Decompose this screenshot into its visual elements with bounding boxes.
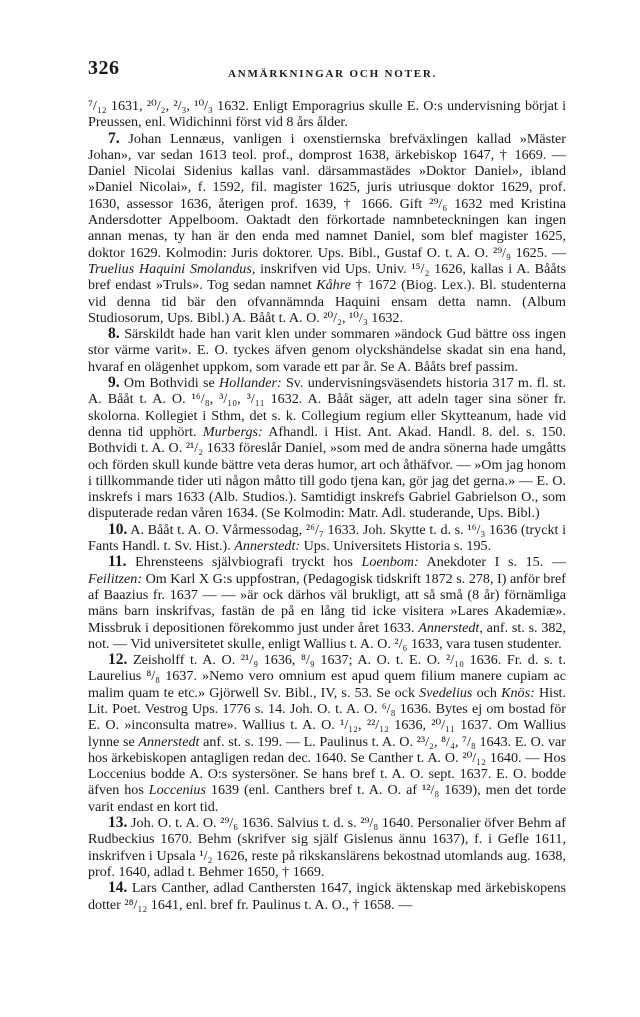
note-italic-text: Svedelius bbox=[419, 684, 473, 701]
page-number: 326 bbox=[88, 57, 120, 79]
note-text: Johan Lennæus, vanligen i oxenstiernska brefväxlingen kallad »Mäster Johan», var sedan 1613 teol. prof., domprost 1638, ärkebiskop 1647, † 1669. — Daniel Nicolai Sidenius kallas vanl. därsammastädes »Doktor Daniel», ibland »Daniel Nicolai», f. 1592, fil. magister 1625, juris utriusque doktor 1629, prof. 1630, assessor 1636, återigen prof. 1639, † 1666. Gift ²⁹/₆ 1632 med Kristina Andersdotter Appelboom. Oaktadt den förkortade namnbeteckningen kan ingen annan menas, ty han är den enda med namnet Daniel, som blef magister 1625, doktor 1629. Kolmodin: Juris doktorer. Ups. Bibl., Gustaf O. t. A. O. ²⁹/₉ 1625. — bbox=[88, 130, 566, 261]
note-number: 11. bbox=[108, 553, 127, 571]
note-italic-text: Loenbom: bbox=[361, 554, 419, 571]
note-9 bbox=[88, 375, 566, 522]
note-italic-text: Annerstedt: bbox=[234, 538, 301, 555]
note-12 bbox=[88, 652, 566, 815]
note-text: Ehrensteens självbiografi tryckt hos bbox=[135, 554, 362, 571]
note-text: Sv. undervisningsväsendets historia 317 m. fl. st. A. Bååt t. A. O. ¹⁶/₈, ³/₁₀, ³/₁₁ 1632. A. Bååt säger, att adeln tager sina söner fr. skolorna. Kollegiet i Sthm, det s. k. Collegium regium eller Skytteanum, hade vid denna tid upphört. bbox=[88, 375, 566, 440]
note-text: ⁷/₁₂ 1631, ²⁰/₂, ²/₃, ¹⁰/₃ 1632. Enligt Emporagrius skulle E. O:s undervisning börjat i Preussen, enl. Widichinni först vid 8 års ålder. bbox=[88, 98, 566, 131]
note-8 bbox=[88, 326, 566, 375]
note-text: Ups. Universitets Historia s. 195. bbox=[300, 538, 492, 555]
note-text: anf. st. s. 382, not. — Vid universitetet skulle, enligt Wallius t. A. O. ²/₆ 1633, vara tusen studenter. bbox=[88, 619, 566, 652]
note-number: 13. bbox=[108, 814, 128, 832]
note-continued bbox=[88, 98, 566, 131]
note-text: A. Bååt t. A. O. Vårmessodag, ²⁶/₇ 1633. Joh. Skytte t. d. s. ¹⁶/₃ 1636 (tryckt i Fants Handl. t. Sv. Hist.). bbox=[88, 521, 567, 555]
note-10 bbox=[88, 522, 566, 555]
note-italic-text: Kåhre bbox=[316, 277, 351, 294]
note-italic-text: Knös: bbox=[501, 684, 535, 701]
note-text: Anekdoter I s. 15. — bbox=[418, 554, 566, 571]
page-header bbox=[88, 57, 566, 88]
note-text: anf. st. s. 199. — L. Paulinus t. A. O. ²³/₂, ⁸/₄, ⁷/₈ 1643. E. O. var hos ärkebiskopen antagligen redan dec. 1640. Se Canther t. A. O. ²⁰/₁₂ 1640. — Hos Loccenius bodde A. O:s systersöner. Se hans bref t. A. O. sept. 1637. E. O. bodde äfven hos bbox=[88, 733, 566, 799]
note-number: 14. bbox=[108, 879, 128, 897]
note-text: Särskildt hade han varit klen under sommaren »ändock Gud bättre oss ingen stor värme varit». E. O. tyckes äfven genom olyckshändelse skadat sin ena hand, hvaraf en olägenhet uppkom, som varade ett par år. Se A. Bååts bref passim. bbox=[88, 326, 566, 375]
note-text: Joh. O. t. A. O. ²⁹/₆ 1636. Salvius t. d. s. ²⁹/₈ 1640. Personalier öfver Behm af Rudbeckius 1670. Behm (skrifver sig själf Gislenus ännu 1637), f. i Gefle 1611, inskrifven i Upsala ¹/₂ 1626, reste på rikskanslärens bekostnad utomlands aug. 1638, prof. 1640, adlad t. Behmer 1650, † 1669. bbox=[88, 815, 566, 880]
note-italic-text: Feilitzen: bbox=[88, 570, 143, 587]
note-italic-text: Loccenius bbox=[148, 782, 206, 799]
note-text: och bbox=[472, 684, 502, 701]
note-text: , inskrifven vid Ups. Univ. ¹⁵/₂ 1626, kallas i A. Bååts bref endast »Truls». Tog sedan namnet bbox=[88, 260, 566, 294]
note-italic-text: Annerstedt bbox=[138, 733, 200, 750]
note-text: Om Karl X G:s uppfostran, (Pedagogisk tidskrift 1872 s. 278, I) anför bref af Baazius fr. 1637 — — »är ock därhos väl brukligt, att så små (8 år) förnämliga mäns barn inskrifvas, fastän de på en lång tid icke visitera »Lares Akademiæ». Missbruk i depositionen förekommo just under året 1633. bbox=[88, 570, 566, 636]
page bbox=[88, 57, 567, 913]
note-text: Zeisholff t. A. O. ²¹/₉ 1636, ⁸/₉ 1637; A. O. t. E. O. ²/₁₀ 1636. Fr. d. s. t. Laurelius ⁸/₈ 1637. »Nemo vero omnium est apud quem filium manere cupiam ac malim quam te etc.» Gjörwell Sv. Bibl., IV, s. 53. Se ock bbox=[88, 652, 566, 701]
note-text: † 1672 (Biog. Lex.). Bl. studenterna vid denna tid bär den ofvannämnda Haquini ensam detta namn. (Album Studiosorum, Ups. Bibl.) A. Bååt t. A. O. ²⁰/₂, ¹⁰/₃ 1632. bbox=[88, 277, 566, 326]
note-13 bbox=[88, 815, 566, 880]
note-text: Hist. Lit. Poet. Vestrog Ups. 1776 s. 14. Joh. O. t. A. O. ⁶/₈ 1636. Bytes ej om bostad för E. O. »inconsulta matre». Wallius t. A. O. ¹/₁₂, ²²/₁₂ 1636, ²⁰/₁₁ 1637. Om Wallius lynne se bbox=[88, 684, 566, 750]
note-italic-text: Murbergs: bbox=[202, 423, 263, 440]
notes-body bbox=[88, 98, 566, 913]
running-head: ANMÄRKNINGAR OCH NOTER. bbox=[228, 68, 438, 80]
note-italic-text: Truelius Haquini Smolandus bbox=[88, 260, 252, 277]
note-number: 8. bbox=[108, 325, 120, 343]
note-italic-text: Hollander: bbox=[219, 375, 282, 392]
note-number: 10. bbox=[108, 520, 128, 538]
note-text: 1639 (enl. Canthers bref t. A. O. af ¹²/₈ 1639), men det torde varit endast en kort tid. bbox=[88, 782, 566, 815]
note-number: 7. bbox=[108, 129, 120, 147]
note-number: 12. bbox=[108, 651, 128, 669]
note-7 bbox=[88, 131, 566, 327]
note-text: Lars Canther, adlad Canthersten 1647, ingick äktenskap med ärkebiskopens dotter ²⁸/₁₂ 1641, enl. bref fr. Paulinus t. A. O., † 1658. — bbox=[88, 880, 566, 913]
note-text: Afhandl. i Hist. Ant. Akad. Handl. 8. del. s. 150. Bothvidi t. A. O. ²¹/₂ 1633 föreslår Daniel, »som med de andra sönerna hade umgåtts och förden skull kunde bättre veta deras humor, art och åthäfvor. — »Om jag honom i tillkommande tider uti någon måtto till godo tjena kan, gör jag det gerna.» — E. O. inskrefs i mars 1633 (Alb. Studios.). Samtidigt inskrefs Gabriel Gabrielson O., som disputerade redan våren 1634. (Se Kolmodin: Matr. Adl. studerande, Ups. Bibl.) bbox=[88, 423, 566, 522]
note-italic-text: Annerstedt, bbox=[418, 619, 483, 636]
note-14 bbox=[88, 880, 566, 913]
note-11 bbox=[88, 554, 566, 652]
note-number: 9. bbox=[108, 374, 120, 392]
note-text: Om Bothvidi se bbox=[123, 375, 220, 392]
